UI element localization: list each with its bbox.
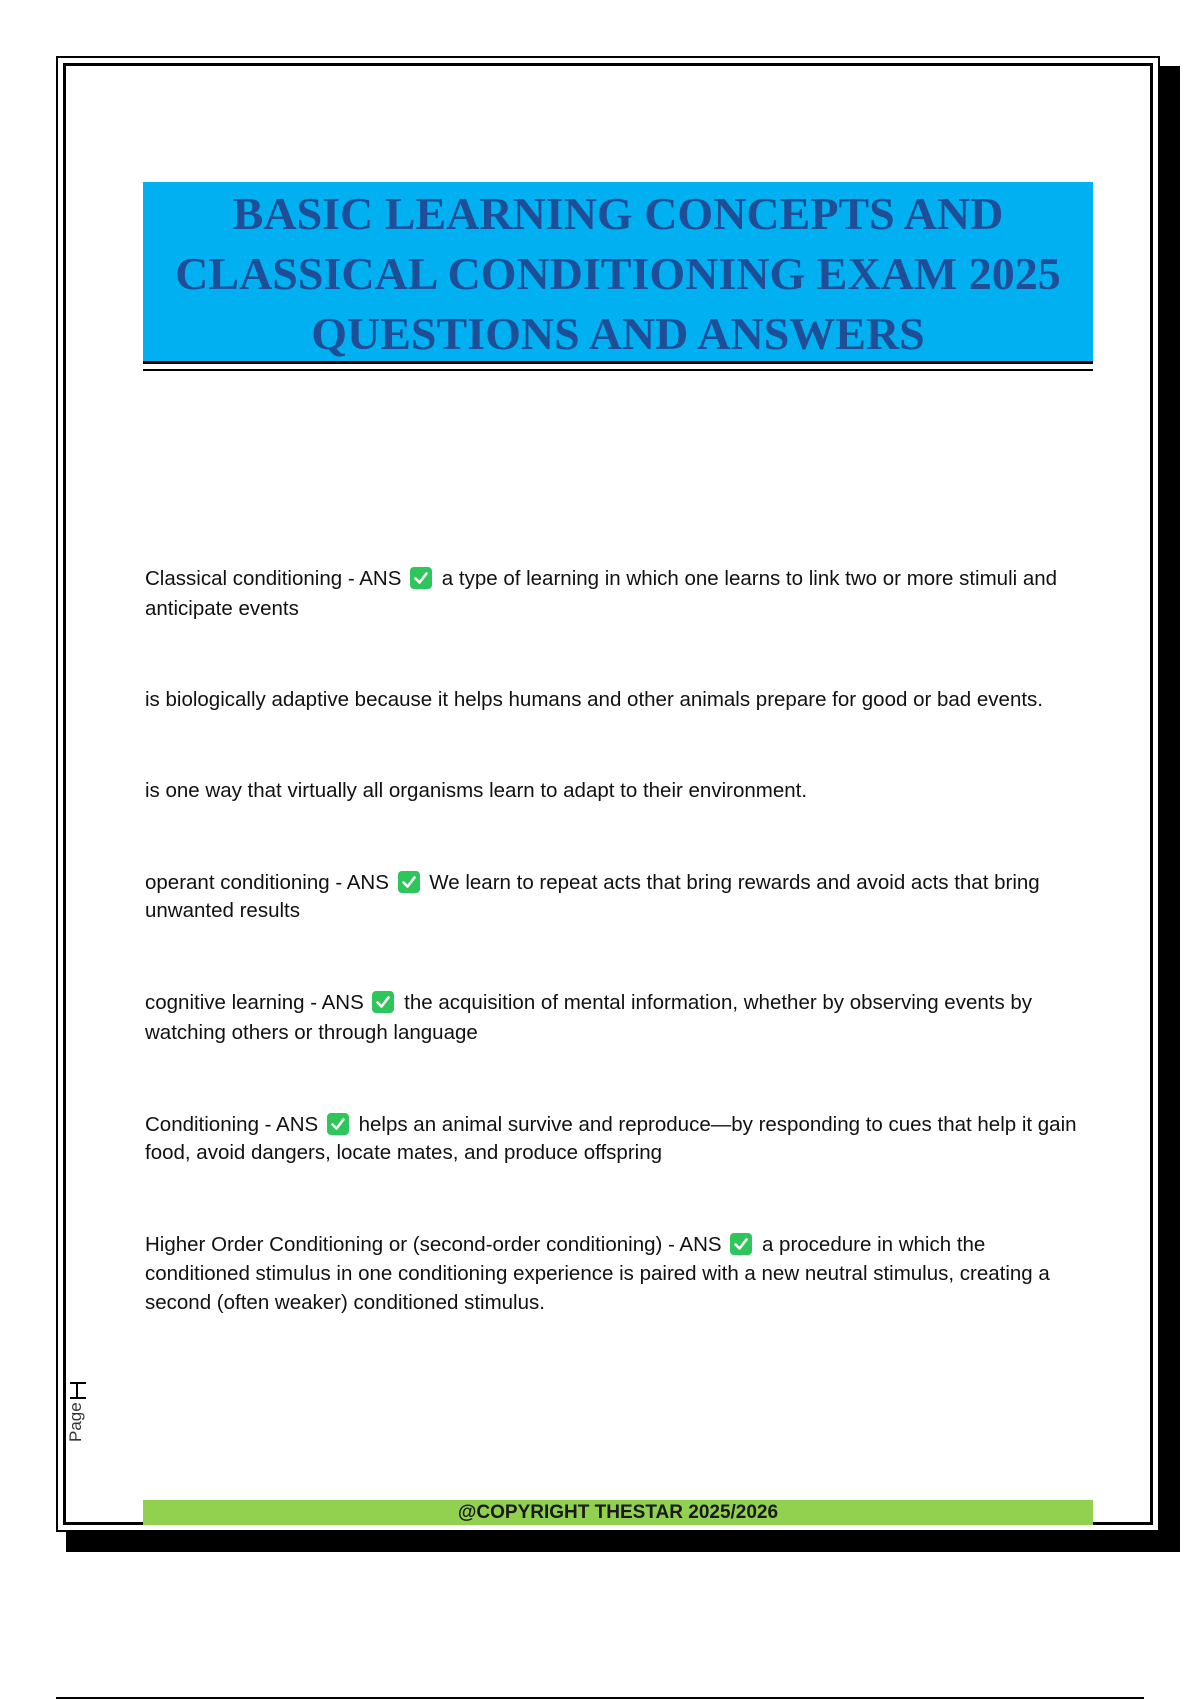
check-box-icon: [730, 1233, 752, 1255]
qa-text: is one way that virtually all organisms learn to adapt to their environment.: [145, 779, 808, 802]
title-banner: [143, 182, 1093, 364]
title-line-3: QUESTIONS AND ANSWERS: [311, 308, 925, 359]
page-title: [143, 182, 1093, 364]
qa-term: Conditioning - ANS: [145, 1113, 324, 1136]
page-number: [70, 1382, 86, 1399]
qa-term: Classical conditioning - ANS: [145, 567, 408, 590]
title-line-2: CLASSICAL CONDITIONING EXAM 2025: [175, 248, 1061, 299]
qa-answer: We learn to repeat acts that bring rewards and avoid acts that bring unwanted results: [145, 871, 1040, 922]
qa-answer: a procedure in which the conditioned stimulus in one conditioning experience is paired with a new neutral stimulus, creating a second (often weaker) conditioned stimulus.: [145, 1233, 1050, 1314]
qa-item: [145, 776, 1090, 806]
qa-answer: a type of learning in which one learns to link two or more stimuli and anticipate events: [145, 567, 1058, 620]
qa-list: [145, 564, 1090, 1317]
qa-item: [145, 1111, 1090, 1167]
qa-item: [145, 564, 1090, 624]
qa-item: [145, 988, 1090, 1048]
title-underline: [143, 369, 1093, 371]
qa-text: is biologically adaptive because it helps humans and other animals prepare for good or bad events.: [145, 688, 1043, 711]
bottom-divider: [56, 1697, 1144, 1699]
qa-item: [145, 685, 1090, 715]
qa-term: Higher Order Conditioning or (second-order conditioning) - ANS: [145, 1233, 728, 1256]
qa-answer: the acquisition of mental information, whether by observing events by watching others or through language: [145, 991, 1033, 1044]
page-label: Page: [66, 1402, 85, 1442]
qa-answer: helps an animal survive and reproduce—by responding to cues that help it gain food, avoid dangers, locate mates, and produce offspring: [145, 1113, 1077, 1164]
check-box-icon: [398, 871, 420, 893]
title-line-1: BASIC LEARNING CONCEPTS AND: [232, 188, 1004, 239]
copyright-footer: @COPYRIGHT THESTAR 2025/2026: [143, 1500, 1093, 1525]
check-box-icon: [410, 567, 432, 589]
qa-term: operant conditioning - ANS: [145, 871, 395, 894]
check-box-icon: [327, 1113, 349, 1135]
check-box-icon: [372, 991, 394, 1013]
qa-item: [145, 869, 1090, 925]
qa-item: [145, 1230, 1090, 1317]
qa-term: cognitive learning - ANS: [145, 991, 370, 1014]
